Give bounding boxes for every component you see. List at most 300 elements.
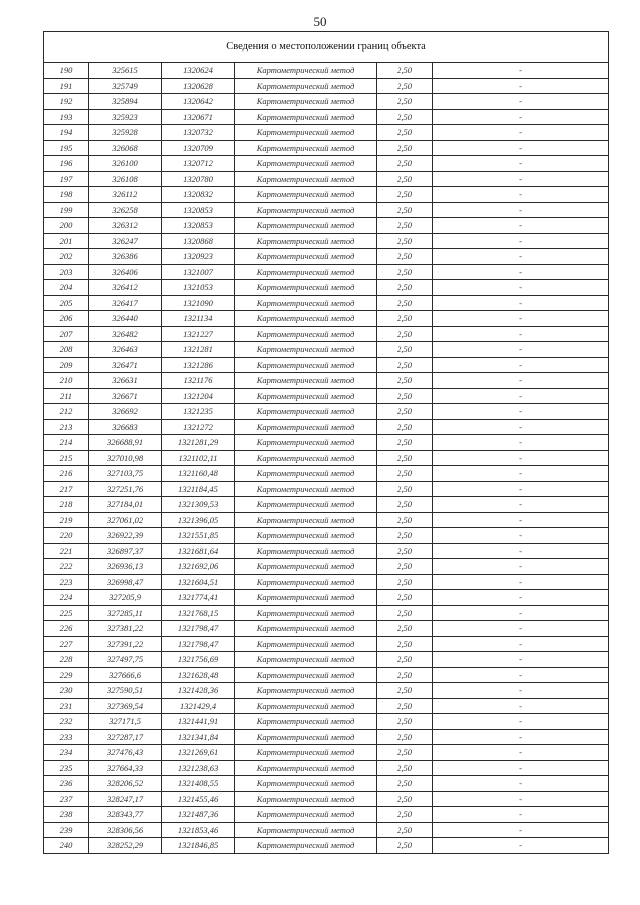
accuracy-cell: 2,50 xyxy=(377,357,433,373)
x-coordinate-cell: 328252,29 xyxy=(89,838,162,854)
accuracy-cell: 2,50 xyxy=(377,125,433,141)
table-row xyxy=(44,388,609,404)
note-cell: - xyxy=(433,388,609,404)
y-coordinate-cell: 1321286 xyxy=(162,357,235,373)
accuracy-cell: 2,50 xyxy=(377,249,433,265)
accuracy-cell: 2,50 xyxy=(377,590,433,606)
x-coordinate-cell: 327497,75 xyxy=(89,652,162,668)
accuracy-cell: 2,50 xyxy=(377,171,433,187)
method-cell: Картометрический метод xyxy=(235,791,377,807)
point-number-cell: 199 xyxy=(44,202,89,218)
y-coordinate-cell: 1320868 xyxy=(162,233,235,249)
y-coordinate-cell: 1321176 xyxy=(162,373,235,389)
x-coordinate-cell: 327664,33 xyxy=(89,760,162,776)
point-number-cell: 201 xyxy=(44,233,89,249)
x-coordinate-cell: 327171,5 xyxy=(89,714,162,730)
point-number-cell: 238 xyxy=(44,807,89,823)
accuracy-cell: 2,50 xyxy=(377,543,433,559)
y-coordinate-cell: 1321281 xyxy=(162,342,235,358)
note-cell: - xyxy=(433,528,609,544)
boundary-coordinates-table xyxy=(43,31,609,854)
accuracy-cell: 2,50 xyxy=(377,326,433,342)
accuracy-cell: 2,50 xyxy=(377,497,433,513)
method-cell: Картометрический метод xyxy=(235,714,377,730)
x-coordinate-cell: 326108 xyxy=(89,171,162,187)
point-number-cell: 196 xyxy=(44,156,89,172)
accuracy-cell: 2,50 xyxy=(377,528,433,544)
y-coordinate-cell: 1321428,36 xyxy=(162,683,235,699)
method-cell: Картометрический метод xyxy=(235,481,377,497)
x-coordinate-cell: 326936,13 xyxy=(89,559,162,575)
method-cell: Картометрический метод xyxy=(235,435,377,451)
accuracy-cell: 2,50 xyxy=(377,156,433,172)
accuracy-cell: 2,50 xyxy=(377,791,433,807)
accuracy-cell: 2,50 xyxy=(377,109,433,125)
table-row xyxy=(44,63,609,79)
method-cell: Картометрический метод xyxy=(235,652,377,668)
point-number-cell: 234 xyxy=(44,745,89,761)
x-coordinate-cell: 326482 xyxy=(89,326,162,342)
method-cell: Картометрический метод xyxy=(235,171,377,187)
point-number-cell: 203 xyxy=(44,264,89,280)
y-coordinate-cell: 1321102,11 xyxy=(162,450,235,466)
accuracy-cell: 2,50 xyxy=(377,838,433,854)
point-number-cell: 218 xyxy=(44,497,89,513)
method-cell: Картометрический метод xyxy=(235,388,377,404)
x-coordinate-cell: 326897,37 xyxy=(89,543,162,559)
y-coordinate-cell: 1321487,36 xyxy=(162,807,235,823)
table-row xyxy=(44,218,609,234)
note-cell: - xyxy=(433,63,609,79)
note-cell: - xyxy=(433,202,609,218)
y-coordinate-cell: 1321441,91 xyxy=(162,714,235,730)
method-cell: Картометрический метод xyxy=(235,512,377,528)
method-cell: Картометрический метод xyxy=(235,698,377,714)
y-coordinate-cell: 1321408,55 xyxy=(162,776,235,792)
y-coordinate-cell: 1321160,48 xyxy=(162,466,235,482)
note-cell: - xyxy=(433,140,609,156)
accuracy-cell: 2,50 xyxy=(377,760,433,776)
method-cell: Картометрический метод xyxy=(235,760,377,776)
y-coordinate-cell: 1321853,46 xyxy=(162,822,235,838)
point-number-cell: 232 xyxy=(44,714,89,730)
point-number-cell: 202 xyxy=(44,249,89,265)
x-coordinate-cell: 326406 xyxy=(89,264,162,280)
table-row xyxy=(44,280,609,296)
page-number: 50 xyxy=(313,14,327,29)
table-row xyxy=(44,543,609,559)
note-cell: - xyxy=(433,481,609,497)
x-coordinate-cell: 325749 xyxy=(89,78,162,94)
y-coordinate-cell: 1321184,45 xyxy=(162,481,235,497)
method-cell: Картометрический метод xyxy=(235,202,377,218)
accuracy-cell: 2,50 xyxy=(377,574,433,590)
table-row xyxy=(44,202,609,218)
y-coordinate-cell: 1321269,61 xyxy=(162,745,235,761)
method-cell: Картометрический метод xyxy=(235,187,377,203)
y-coordinate-cell: 1321227 xyxy=(162,326,235,342)
x-coordinate-cell: 326440 xyxy=(89,311,162,327)
y-coordinate-cell: 1321774,41 xyxy=(162,590,235,606)
y-coordinate-cell: 1321846,85 xyxy=(162,838,235,854)
table-row xyxy=(44,776,609,792)
method-cell: Картометрический метод xyxy=(235,373,377,389)
accuracy-cell: 2,50 xyxy=(377,94,433,110)
table-row xyxy=(44,419,609,435)
point-number-cell: 192 xyxy=(44,94,89,110)
table-row xyxy=(44,528,609,544)
x-coordinate-cell: 326683 xyxy=(89,419,162,435)
method-cell: Картометрический метод xyxy=(235,822,377,838)
method-cell: Картометрический метод xyxy=(235,233,377,249)
note-cell: - xyxy=(433,667,609,683)
note-cell: - xyxy=(433,125,609,141)
accuracy-cell: 2,50 xyxy=(377,652,433,668)
note-cell: - xyxy=(433,218,609,234)
y-coordinate-cell: 1320642 xyxy=(162,94,235,110)
note-cell: - xyxy=(433,233,609,249)
accuracy-cell: 2,50 xyxy=(377,729,433,745)
method-cell: Картометрический метод xyxy=(235,109,377,125)
point-number-cell: 204 xyxy=(44,280,89,296)
x-coordinate-cell: 326412 xyxy=(89,280,162,296)
note-cell: - xyxy=(433,171,609,187)
y-coordinate-cell: 1320624 xyxy=(162,63,235,79)
note-cell: - xyxy=(433,280,609,296)
table-row xyxy=(44,233,609,249)
note-cell: - xyxy=(433,78,609,94)
point-number-cell: 207 xyxy=(44,326,89,342)
x-coordinate-cell: 328343,77 xyxy=(89,807,162,823)
accuracy-cell: 2,50 xyxy=(377,63,433,79)
point-number-cell: 193 xyxy=(44,109,89,125)
method-cell: Картометрический метод xyxy=(235,776,377,792)
x-coordinate-cell: 325923 xyxy=(89,109,162,125)
note-cell: - xyxy=(433,109,609,125)
table-row xyxy=(44,729,609,745)
table-row xyxy=(44,838,609,854)
x-coordinate-cell: 328306,56 xyxy=(89,822,162,838)
point-number-cell: 222 xyxy=(44,559,89,575)
table-row xyxy=(44,760,609,776)
x-coordinate-cell: 326100 xyxy=(89,156,162,172)
point-number-cell: 214 xyxy=(44,435,89,451)
accuracy-cell: 2,50 xyxy=(377,435,433,451)
point-number-cell: 205 xyxy=(44,295,89,311)
note-cell: - xyxy=(433,590,609,606)
point-number-cell: 230 xyxy=(44,683,89,699)
table-row xyxy=(44,171,609,187)
y-coordinate-cell: 1321692,06 xyxy=(162,559,235,575)
x-coordinate-cell: 326631 xyxy=(89,373,162,389)
table-row xyxy=(44,295,609,311)
table-row xyxy=(44,698,609,714)
note-cell: - xyxy=(433,404,609,420)
point-number-cell: 226 xyxy=(44,621,89,637)
method-cell: Картометрический метод xyxy=(235,249,377,265)
point-number-cell: 208 xyxy=(44,342,89,358)
x-coordinate-cell: 326922,39 xyxy=(89,528,162,544)
accuracy-cell: 2,50 xyxy=(377,202,433,218)
method-cell: Картометрический метод xyxy=(235,466,377,482)
method-cell: Картометрический метод xyxy=(235,497,377,513)
point-number-cell: 229 xyxy=(44,667,89,683)
method-cell: Картометрический метод xyxy=(235,218,377,234)
accuracy-cell: 2,50 xyxy=(377,264,433,280)
x-coordinate-cell: 327391,22 xyxy=(89,636,162,652)
table-row xyxy=(44,249,609,265)
y-coordinate-cell: 1321551,85 xyxy=(162,528,235,544)
accuracy-cell: 2,50 xyxy=(377,295,433,311)
y-coordinate-cell: 1321007 xyxy=(162,264,235,280)
note-cell: - xyxy=(433,466,609,482)
table-row xyxy=(44,404,609,420)
point-number-cell: 206 xyxy=(44,311,89,327)
point-number-cell: 213 xyxy=(44,419,89,435)
table-row xyxy=(44,109,609,125)
note-cell: - xyxy=(433,156,609,172)
method-cell: Картометрический метод xyxy=(235,605,377,621)
point-number-cell: 237 xyxy=(44,791,89,807)
method-cell: Картометрический метод xyxy=(235,667,377,683)
accuracy-cell: 2,50 xyxy=(377,388,433,404)
point-number-cell: 217 xyxy=(44,481,89,497)
x-coordinate-cell: 327476,43 xyxy=(89,745,162,761)
point-number-cell: 216 xyxy=(44,466,89,482)
table-row xyxy=(44,435,609,451)
y-coordinate-cell: 1321053 xyxy=(162,280,235,296)
accuracy-cell: 2,50 xyxy=(377,233,433,249)
accuracy-cell: 2,50 xyxy=(377,140,433,156)
accuracy-cell: 2,50 xyxy=(377,745,433,761)
note-cell: - xyxy=(433,94,609,110)
accuracy-cell: 2,50 xyxy=(377,218,433,234)
table-row xyxy=(44,481,609,497)
method-cell: Картометрический метод xyxy=(235,311,377,327)
x-coordinate-cell: 326258 xyxy=(89,202,162,218)
x-coordinate-cell: 326998,47 xyxy=(89,574,162,590)
accuracy-cell: 2,50 xyxy=(377,698,433,714)
note-cell: - xyxy=(433,760,609,776)
table-row xyxy=(44,807,609,823)
table-row xyxy=(44,683,609,699)
note-cell: - xyxy=(433,838,609,854)
note-cell: - xyxy=(433,326,609,342)
x-coordinate-cell: 328206,52 xyxy=(89,776,162,792)
note-cell: - xyxy=(433,776,609,792)
table-row xyxy=(44,745,609,761)
note-cell: - xyxy=(433,543,609,559)
y-coordinate-cell: 1321238,63 xyxy=(162,760,235,776)
accuracy-cell: 2,50 xyxy=(377,280,433,296)
table-row xyxy=(44,667,609,683)
accuracy-cell: 2,50 xyxy=(377,512,433,528)
x-coordinate-cell: 327251,76 xyxy=(89,481,162,497)
y-coordinate-cell: 1321798,47 xyxy=(162,636,235,652)
method-cell: Картометрический метод xyxy=(235,140,377,156)
point-number-cell: 190 xyxy=(44,63,89,79)
table-row xyxy=(44,822,609,838)
x-coordinate-cell: 326688,91 xyxy=(89,435,162,451)
y-coordinate-cell: 1320712 xyxy=(162,156,235,172)
table-row xyxy=(44,791,609,807)
y-coordinate-cell: 1321628,48 xyxy=(162,667,235,683)
x-coordinate-cell: 326671 xyxy=(89,388,162,404)
y-coordinate-cell: 1321681,64 xyxy=(162,543,235,559)
accuracy-cell: 2,50 xyxy=(377,683,433,699)
method-cell: Картометрический метод xyxy=(235,807,377,823)
table-row xyxy=(44,78,609,94)
accuracy-cell: 2,50 xyxy=(377,311,433,327)
accuracy-cell: 2,50 xyxy=(377,466,433,482)
x-coordinate-cell: 326068 xyxy=(89,140,162,156)
y-coordinate-cell: 1320832 xyxy=(162,187,235,203)
table-row xyxy=(44,605,609,621)
table-row xyxy=(44,559,609,575)
point-number-cell: 228 xyxy=(44,652,89,668)
x-coordinate-cell: 327381,22 xyxy=(89,621,162,637)
y-coordinate-cell: 1321272 xyxy=(162,419,235,435)
note-cell: - xyxy=(433,745,609,761)
method-cell: Картометрический метод xyxy=(235,94,377,110)
x-coordinate-cell: 326247 xyxy=(89,233,162,249)
y-coordinate-cell: 1321235 xyxy=(162,404,235,420)
method-cell: Картометрический метод xyxy=(235,78,377,94)
x-coordinate-cell: 325928 xyxy=(89,125,162,141)
point-number-cell: 195 xyxy=(44,140,89,156)
point-number-cell: 225 xyxy=(44,605,89,621)
y-coordinate-cell: 1321341,84 xyxy=(162,729,235,745)
note-cell: - xyxy=(433,807,609,823)
table-row xyxy=(44,156,609,172)
point-number-cell: 194 xyxy=(44,125,89,141)
table-row xyxy=(44,357,609,373)
table-title-row xyxy=(44,32,609,63)
method-cell: Картометрический метод xyxy=(235,528,377,544)
method-cell: Картометрический метод xyxy=(235,574,377,590)
x-coordinate-cell: 327061,02 xyxy=(89,512,162,528)
table-row xyxy=(44,466,609,482)
x-coordinate-cell: 327184,01 xyxy=(89,497,162,513)
note-cell: - xyxy=(433,249,609,265)
method-cell: Картометрический метод xyxy=(235,280,377,296)
y-coordinate-cell: 1321455,46 xyxy=(162,791,235,807)
table-row xyxy=(44,326,609,342)
note-cell: - xyxy=(433,311,609,327)
note-cell: - xyxy=(433,450,609,466)
note-cell: - xyxy=(433,791,609,807)
y-coordinate-cell: 1320923 xyxy=(162,249,235,265)
accuracy-cell: 2,50 xyxy=(377,481,433,497)
method-cell: Картометрический метод xyxy=(235,590,377,606)
note-cell: - xyxy=(433,295,609,311)
point-number-cell: 197 xyxy=(44,171,89,187)
y-coordinate-cell: 1320628 xyxy=(162,78,235,94)
y-coordinate-cell: 1321309,53 xyxy=(162,497,235,513)
x-coordinate-cell: 326692 xyxy=(89,404,162,420)
y-coordinate-cell: 1321396,05 xyxy=(162,512,235,528)
y-coordinate-cell: 1320853 xyxy=(162,202,235,218)
accuracy-cell: 2,50 xyxy=(377,559,433,575)
note-cell: - xyxy=(433,683,609,699)
method-cell: Картометрический метод xyxy=(235,683,377,699)
point-number-cell: 219 xyxy=(44,512,89,528)
point-number-cell: 210 xyxy=(44,373,89,389)
point-number-cell: 215 xyxy=(44,450,89,466)
x-coordinate-cell: 327285,11 xyxy=(89,605,162,621)
method-cell: Картометрический метод xyxy=(235,419,377,435)
x-coordinate-cell: 327369,54 xyxy=(89,698,162,714)
x-coordinate-cell: 326386 xyxy=(89,249,162,265)
accuracy-cell: 2,50 xyxy=(377,187,433,203)
table-row xyxy=(44,140,609,156)
x-coordinate-cell: 327666,6 xyxy=(89,667,162,683)
y-coordinate-cell: 1321768,15 xyxy=(162,605,235,621)
accuracy-cell: 2,50 xyxy=(377,419,433,435)
x-coordinate-cell: 327287,17 xyxy=(89,729,162,745)
table-row xyxy=(44,590,609,606)
point-number-cell: 240 xyxy=(44,838,89,854)
point-number-cell: 239 xyxy=(44,822,89,838)
method-cell: Картометрический метод xyxy=(235,729,377,745)
note-cell: - xyxy=(433,435,609,451)
note-cell: - xyxy=(433,636,609,652)
x-coordinate-cell: 326471 xyxy=(89,357,162,373)
x-coordinate-cell: 326112 xyxy=(89,187,162,203)
note-cell: - xyxy=(433,497,609,513)
accuracy-cell: 2,50 xyxy=(377,450,433,466)
point-number-cell: 209 xyxy=(44,357,89,373)
accuracy-cell: 2,50 xyxy=(377,776,433,792)
table-row xyxy=(44,714,609,730)
accuracy-cell: 2,50 xyxy=(377,636,433,652)
x-coordinate-cell: 327103,75 xyxy=(89,466,162,482)
point-number-cell: 220 xyxy=(44,528,89,544)
note-cell: - xyxy=(433,621,609,637)
accuracy-cell: 2,50 xyxy=(377,78,433,94)
note-cell: - xyxy=(433,187,609,203)
table-row xyxy=(44,311,609,327)
point-number-cell: 212 xyxy=(44,404,89,420)
table-row xyxy=(44,450,609,466)
x-coordinate-cell: 327205,9 xyxy=(89,590,162,606)
y-coordinate-cell: 1321134 xyxy=(162,311,235,327)
table-row xyxy=(44,574,609,590)
method-cell: Картометрический метод xyxy=(235,264,377,280)
table-row xyxy=(44,621,609,637)
method-cell: Картометрический метод xyxy=(235,450,377,466)
note-cell: - xyxy=(433,559,609,575)
table-row xyxy=(44,264,609,280)
table-row xyxy=(44,342,609,358)
point-number-cell: 231 xyxy=(44,698,89,714)
note-cell: - xyxy=(433,605,609,621)
point-number-cell: 233 xyxy=(44,729,89,745)
point-number-cell: 236 xyxy=(44,776,89,792)
accuracy-cell: 2,50 xyxy=(377,605,433,621)
note-cell: - xyxy=(433,264,609,280)
note-cell: - xyxy=(433,373,609,389)
table-row xyxy=(44,512,609,528)
point-number-cell: 235 xyxy=(44,760,89,776)
accuracy-cell: 2,50 xyxy=(377,404,433,420)
table-row xyxy=(44,373,609,389)
note-cell: - xyxy=(433,574,609,590)
y-coordinate-cell: 1321429,4 xyxy=(162,698,235,714)
accuracy-cell: 2,50 xyxy=(377,621,433,637)
y-coordinate-cell: 1321756,69 xyxy=(162,652,235,668)
x-coordinate-cell: 328247,17 xyxy=(89,791,162,807)
